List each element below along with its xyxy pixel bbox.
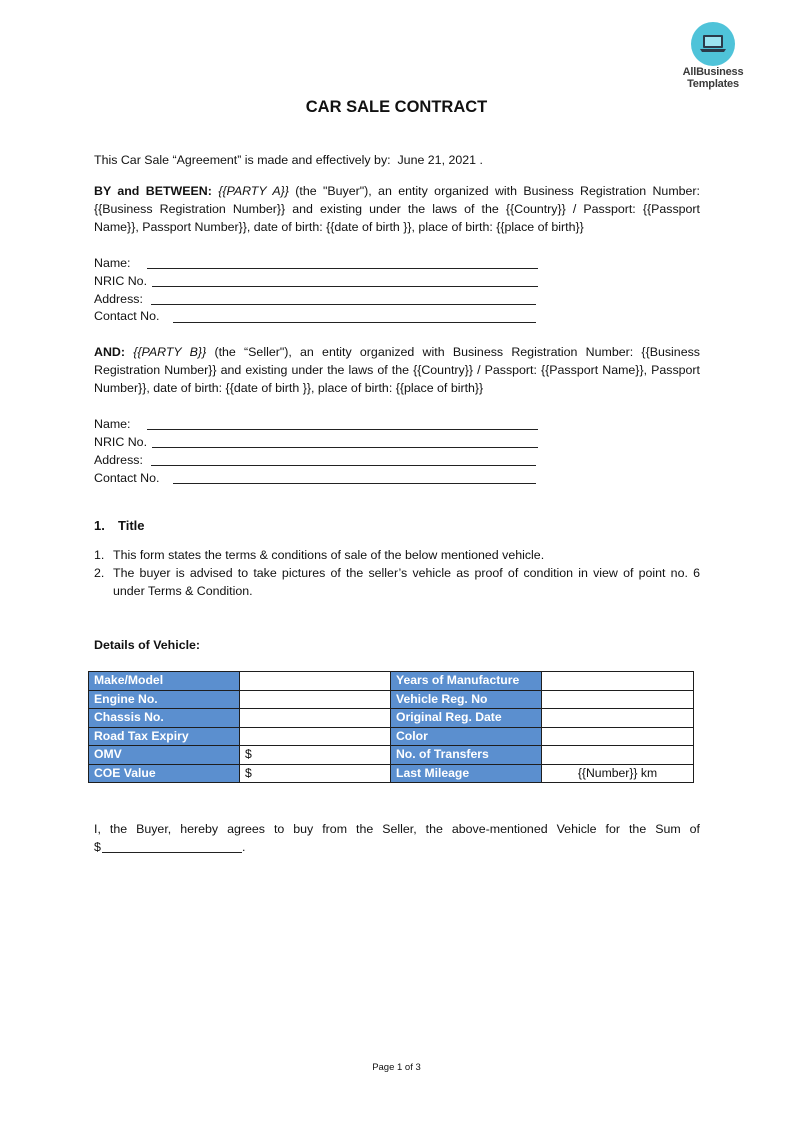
table-label: COE Value — [89, 764, 240, 783]
party-b-address-line[interactable] — [151, 465, 536, 466]
table-value[interactable] — [240, 727, 391, 746]
laptop-icon — [691, 22, 735, 66]
agreement-date: June 21, 2021 — [397, 153, 477, 167]
agreement-currency: $ — [94, 840, 101, 854]
section-1-heading — [94, 518, 145, 533]
table-value[interactable] — [542, 727, 694, 746]
table-value[interactable] — [542, 672, 694, 691]
table-label: Color — [391, 727, 542, 746]
table-label: No. of Transfers — [391, 746, 542, 765]
table-label: Last Mileage — [391, 764, 542, 783]
table-value[interactable]: $ — [240, 764, 391, 783]
section-1-number: 1. — [94, 518, 105, 533]
section-1-title: Title — [118, 518, 145, 533]
table-label: Original Reg. Date — [391, 709, 542, 728]
party-b-nric-label: NRIC No. — [94, 435, 148, 449]
table-value[interactable]: $ — [240, 746, 391, 765]
party-a-contact-line[interactable] — [173, 322, 536, 323]
party-a-placeholder: {{PARTY A}} — [218, 184, 289, 198]
vehicle-details-table — [88, 671, 694, 783]
list-item-number: 1. — [94, 548, 105, 562]
party-b-address-label: Address: — [94, 453, 143, 467]
logo-text-line2: Templates — [687, 78, 739, 90]
page-number: Page 1 of 3 — [372, 1062, 421, 1073]
intro-text: This Car Sale “Agreement” is made and effectively by: — [94, 153, 391, 167]
intro-end: . — [479, 153, 483, 167]
table-label: Vehicle Reg. No — [391, 690, 542, 709]
table-row — [89, 709, 694, 728]
list-item-text: This form states the terms & conditions of sale of the below mentioned vehicle. — [113, 548, 545, 562]
party-b-nric-line[interactable] — [152, 447, 538, 448]
table-row — [89, 764, 694, 783]
table-row — [89, 672, 694, 691]
intro-paragraph — [94, 151, 700, 169]
party-a-text: (the "Buyer"), an entity organized with Business Registration Number: {{Business Registration Number}} and existing under the laws of the {{Country}} / Passport: {{Passport Name}}, Passport Number}}, date of birth: {{date of birth }}, place of birth: {{place of birth}} — [94, 184, 700, 234]
table-value[interactable] — [240, 690, 391, 709]
party-a-name-label: Name: — [94, 256, 131, 270]
table-value[interactable]: {{Number}} km — [542, 764, 694, 783]
table-value[interactable] — [542, 709, 694, 728]
party-a-nric-label: NRIC No. — [94, 274, 148, 288]
table-label: Make/Model — [89, 672, 240, 691]
party-b-lead: AND: — [94, 345, 125, 359]
party-b-text: (the “Seller"), an entity organized with Business Registration Number: {{Business Registration Number}} and existing under the laws of the {{Country}} / Passport: {{Passport Name}}, Passport Number}}, date of birth: {{date of birth }}, place of birth: {{place of birth}} — [94, 345, 700, 395]
table-value[interactable] — [240, 672, 391, 691]
agreement-end: . — [242, 840, 246, 854]
party-b-name-line[interactable] — [147, 429, 538, 430]
table-value[interactable] — [542, 690, 694, 709]
table-label: Road Tax Expiry — [89, 727, 240, 746]
list-item-number: 2. — [94, 566, 105, 580]
sum-line[interactable] — [102, 852, 242, 853]
party-a-lead: BY and BETWEEN: — [94, 184, 212, 198]
party-a-name-line[interactable] — [147, 268, 538, 269]
table-row — [89, 727, 694, 746]
table-label: Engine No. — [89, 690, 240, 709]
party-a-contact-label: Contact No. — [94, 309, 160, 323]
list-item-text: The buyer is advised to take pictures of the seller’s vehicle as proof of condition in view of point no. 6 under Terms & Condition. — [113, 566, 700, 598]
party-b-placeholder: {{PARTY B}} — [133, 345, 207, 359]
agreement-text: I, the Buyer, hereby agrees to buy from the Seller, the above-mentioned Vehicle for the Sum of — [94, 822, 700, 836]
party-a-address-line[interactable] — [151, 304, 536, 305]
logo-text-line1: AllBusiness — [682, 66, 744, 78]
table-value[interactable] — [240, 709, 391, 728]
table-value[interactable] — [542, 746, 694, 765]
table-row — [89, 746, 694, 765]
list-item — [94, 564, 700, 600]
party-b-name-label: Name: — [94, 417, 131, 431]
details-heading: Details of Vehicle: — [94, 638, 201, 652]
document-title: CAR SALE CONTRACT — [305, 98, 488, 116]
party-b-contact-label: Contact No. — [94, 471, 160, 485]
company-logo — [680, 22, 746, 90]
party-a-paragraph — [94, 182, 700, 236]
party-a-nric-line[interactable] — [152, 286, 538, 287]
party-b-paragraph — [94, 343, 700, 397]
list-item — [94, 546, 700, 564]
table-label: Years of Manufacture — [391, 672, 542, 691]
table-label: OMV — [89, 746, 240, 765]
table-row — [89, 690, 694, 709]
party-a-address-label: Address: — [94, 292, 143, 306]
party-b-contact-line[interactable] — [173, 483, 536, 484]
table-label: Chassis No. — [89, 709, 240, 728]
